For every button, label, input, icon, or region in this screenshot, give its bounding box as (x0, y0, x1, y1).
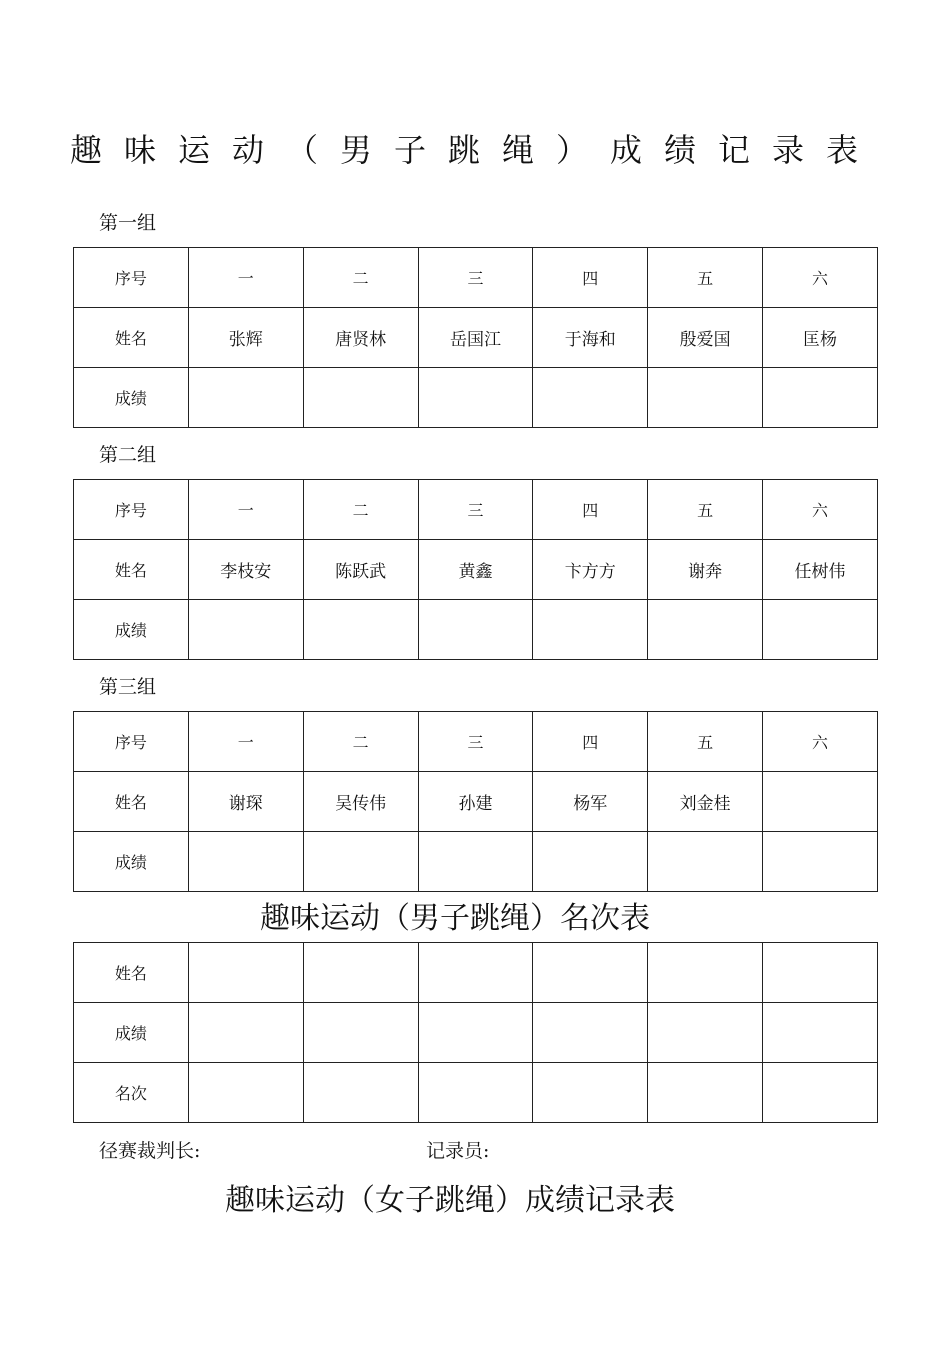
group-1-label: 第一组 (99, 212, 157, 234)
seq-cell: 四 (533, 480, 648, 540)
score-cell[interactable] (418, 832, 533, 892)
seq-cell: 一 (188, 248, 303, 308)
name-cell: 孙建 (418, 772, 533, 832)
name-cell: 谢琛 (188, 772, 303, 832)
seq-cell: 三 (418, 248, 533, 308)
ranking-cell[interactable] (533, 1063, 648, 1123)
score-cell[interactable] (188, 600, 303, 660)
ranking-cell[interactable] (648, 1003, 763, 1063)
recorder-label: 记录员: (426, 1140, 490, 1162)
seq-cell: 四 (533, 712, 648, 772)
ranking-cell[interactable] (303, 1003, 418, 1063)
seq-cell: 三 (418, 712, 533, 772)
seq-row (74, 480, 878, 540)
score-cell[interactable] (303, 600, 418, 660)
name-header: 姓名 (74, 772, 189, 832)
seq-cell: 三 (418, 480, 533, 540)
score-cell[interactable] (188, 832, 303, 892)
ranking-score-row (74, 1003, 878, 1063)
score-header: 成绩 (74, 600, 189, 660)
ranking-cell[interactable] (418, 943, 533, 1003)
score-cell[interactable] (533, 368, 648, 428)
ranking-cell[interactable] (418, 1003, 533, 1063)
seq-cell: 一 (188, 712, 303, 772)
score-cell[interactable] (763, 600, 878, 660)
score-cell[interactable] (303, 368, 418, 428)
page-title: 趣味运动（男子跳绳）成绩记录表 (69, 131, 880, 169)
ranking-cell[interactable] (648, 943, 763, 1003)
name-cell (763, 772, 878, 832)
name-cell: 卞方方 (533, 540, 648, 600)
ranking-cell[interactable] (533, 943, 648, 1003)
name-row (74, 308, 878, 368)
name-header: 姓名 (74, 943, 189, 1003)
seq-cell: 六 (763, 480, 878, 540)
score-cell[interactable] (418, 600, 533, 660)
score-cell[interactable] (188, 368, 303, 428)
name-row (74, 772, 878, 832)
score-row (74, 600, 878, 660)
ranking-table (73, 942, 878, 1123)
score-cell[interactable] (763, 832, 878, 892)
name-row (74, 540, 878, 600)
seq-cell: 四 (533, 248, 648, 308)
referee-label: 径赛裁判长: (99, 1140, 201, 1162)
name-cell: 谢奔 (648, 540, 763, 600)
seq-cell: 二 (303, 712, 418, 772)
ranking-name-row (74, 943, 878, 1003)
ranking-cell[interactable] (763, 1063, 878, 1123)
seq-header: 序号 (74, 712, 189, 772)
group-1-table (73, 247, 878, 428)
group-2-table (73, 479, 878, 660)
name-cell: 张辉 (188, 308, 303, 368)
ranking-cell[interactable] (303, 1063, 418, 1123)
seq-cell: 一 (188, 480, 303, 540)
score-cell[interactable] (418, 368, 533, 428)
name-cell: 于海和 (533, 308, 648, 368)
score-cell[interactable] (648, 600, 763, 660)
name-cell: 唐贤林 (303, 308, 418, 368)
seq-row (74, 248, 878, 308)
seq-cell: 五 (648, 480, 763, 540)
ranking-cell[interactable] (303, 943, 418, 1003)
score-header: 成绩 (74, 1003, 189, 1063)
score-row (74, 832, 878, 892)
seq-cell: 六 (763, 712, 878, 772)
seq-cell: 五 (648, 248, 763, 308)
ranking-cell[interactable] (188, 1003, 303, 1063)
name-cell: 杨军 (533, 772, 648, 832)
score-header: 成绩 (74, 368, 189, 428)
score-cell[interactable] (648, 832, 763, 892)
seq-header: 序号 (74, 480, 189, 540)
seq-row (74, 712, 878, 772)
score-row (74, 368, 878, 428)
seq-cell: 五 (648, 712, 763, 772)
score-cell[interactable] (533, 600, 648, 660)
name-cell: 任树伟 (763, 540, 878, 600)
name-cell: 殷爱国 (648, 308, 763, 368)
ranking-title: 趣味运动（男子跳绳）名次表 (260, 901, 650, 936)
name-cell: 陈跃武 (303, 540, 418, 600)
score-cell[interactable] (533, 832, 648, 892)
score-cell[interactable] (763, 368, 878, 428)
ranking-cell[interactable] (648, 1063, 763, 1123)
ranking-cell[interactable] (188, 943, 303, 1003)
ranking-cell[interactable] (533, 1003, 648, 1063)
ranking-cell[interactable] (763, 1003, 878, 1063)
name-cell: 岳国江 (418, 308, 533, 368)
name-cell: 黄鑫 (418, 540, 533, 600)
name-cell: 李枝安 (188, 540, 303, 600)
name-header: 姓名 (74, 308, 189, 368)
seq-cell: 二 (303, 248, 418, 308)
name-cell: 吴传伟 (303, 772, 418, 832)
name-cell: 匡杨 (763, 308, 878, 368)
group-3-label: 第三组 (99, 676, 157, 698)
score-header: 成绩 (74, 832, 189, 892)
ranking-cell[interactable] (763, 943, 878, 1003)
name-header: 姓名 (74, 540, 189, 600)
score-cell[interactable] (303, 832, 418, 892)
rank-header: 名次 (74, 1063, 189, 1123)
next-section-title: 趣味运动（女子跳绳）成绩记录表 (225, 1183, 675, 1218)
group-2-label: 第二组 (99, 444, 157, 466)
seq-cell: 六 (763, 248, 878, 308)
ranking-rank-row (74, 1063, 878, 1123)
score-cell[interactable] (648, 368, 763, 428)
seq-header: 序号 (74, 248, 189, 308)
seq-cell: 二 (303, 480, 418, 540)
name-cell: 刘金桂 (648, 772, 763, 832)
group-3-table (73, 711, 878, 892)
ranking-cell[interactable] (418, 1063, 533, 1123)
ranking-cell[interactable] (188, 1063, 303, 1123)
